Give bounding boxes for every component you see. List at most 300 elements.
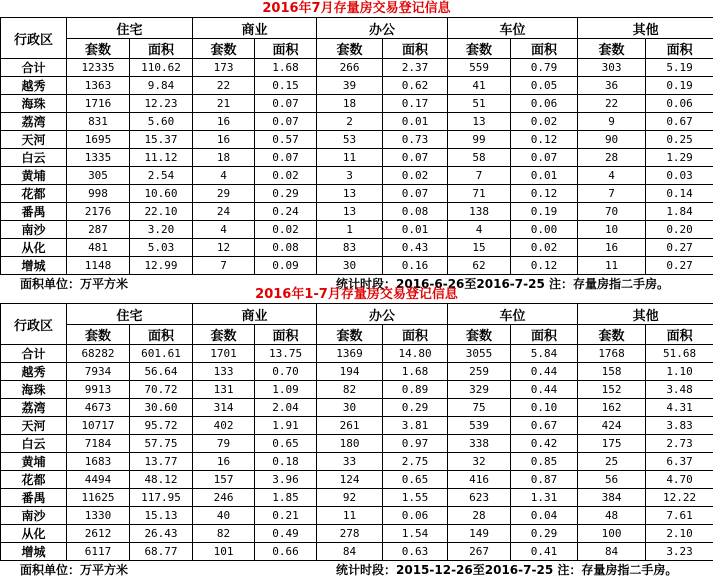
table-cell: 0.10 xyxy=(511,399,578,417)
table-cell: 1701 xyxy=(193,345,255,363)
area-header: 面积 xyxy=(255,325,317,345)
table-cell: 338 xyxy=(448,435,511,453)
table-cell: 0.07 xyxy=(255,149,317,167)
table-cell: 16 xyxy=(193,113,255,131)
table-cell: 117.95 xyxy=(130,489,193,507)
district-name: 花都 xyxy=(1,185,67,203)
table-cell: 30.60 xyxy=(130,399,193,417)
district-name: 南沙 xyxy=(1,221,67,239)
table-cell: 305 xyxy=(67,167,130,185)
table-cell: 3.20 xyxy=(130,221,193,239)
table-cell: 0.08 xyxy=(255,239,317,257)
table-cell: 9.84 xyxy=(130,77,193,95)
table-cell: 16 xyxy=(193,131,255,149)
table-row xyxy=(1,257,713,275)
table-cell: 100 xyxy=(578,525,646,543)
table-cell: 18 xyxy=(317,95,383,113)
table-cell: 303 xyxy=(578,59,646,77)
table-cell: 0.01 xyxy=(511,167,578,185)
table-cell: 0.27 xyxy=(646,239,713,257)
table-cell: 424 xyxy=(578,417,646,435)
table-cell: 4 xyxy=(578,167,646,185)
table-cell: 40 xyxy=(193,507,255,525)
district-name: 海珠 xyxy=(1,381,67,399)
district-name: 白云 xyxy=(1,435,67,453)
table-cell: 0.02 xyxy=(255,221,317,239)
area-header: 面积 xyxy=(511,39,578,59)
table-row xyxy=(1,239,713,257)
district-name: 从化 xyxy=(1,239,67,257)
table-cell: 7 xyxy=(193,257,255,275)
table-cell: 0.17 xyxy=(383,95,448,113)
table-cell: 481 xyxy=(67,239,130,257)
table-cell: 0.19 xyxy=(646,77,713,95)
table-cell: 68.77 xyxy=(130,543,193,561)
table-cell: 0.07 xyxy=(383,185,448,203)
table-cell: 0.87 xyxy=(511,471,578,489)
table-cell: 124 xyxy=(317,471,383,489)
table-row xyxy=(1,381,713,399)
table-cell: 1335 xyxy=(67,149,130,167)
table-cell: 33 xyxy=(317,453,383,471)
table-cell: 2.04 xyxy=(255,399,317,417)
table-cell: 0.00 xyxy=(511,221,578,239)
table-cell: 0.85 xyxy=(511,453,578,471)
table-cell: 0.43 xyxy=(383,239,448,257)
table-cell: 32 xyxy=(448,453,511,471)
table-cell: 82 xyxy=(317,381,383,399)
table-cell: 162 xyxy=(578,399,646,417)
table-cell: 1768 xyxy=(578,345,646,363)
table-row xyxy=(1,507,713,525)
table-cell: 0.20 xyxy=(646,221,713,239)
table-cell: 131 xyxy=(193,381,255,399)
table-cell: 0.79 xyxy=(511,59,578,77)
table-cell: 158 xyxy=(578,363,646,381)
table-cell: 0.63 xyxy=(383,543,448,561)
table-cell: 3.81 xyxy=(383,417,448,435)
table-cell: 6117 xyxy=(67,543,130,561)
table-cell: 0.62 xyxy=(383,77,448,95)
table-cell: 71 xyxy=(448,185,511,203)
district-name: 南沙 xyxy=(1,507,67,525)
area-unit-note: 面积单位：万平方米 xyxy=(20,275,128,293)
table-cell: 28 xyxy=(448,507,511,525)
table-cell: 2.75 xyxy=(383,453,448,471)
table-cell: 41 xyxy=(448,77,511,95)
table-cell: 4 xyxy=(193,221,255,239)
table-cell: 4.70 xyxy=(646,471,713,489)
statistics-period-note: 统计时段：2015-12-26至2016-7-25 注：存量房指二手房。 xyxy=(336,561,677,579)
table-cell: 0.44 xyxy=(511,363,578,381)
table-cell: 28 xyxy=(578,149,646,167)
count-header: 套数 xyxy=(193,39,255,59)
table-cell: 1.85 xyxy=(255,489,317,507)
table-cell: 13 xyxy=(317,185,383,203)
table-cell: 261 xyxy=(317,417,383,435)
table-cell: 259 xyxy=(448,363,511,381)
district-name: 海珠 xyxy=(1,95,67,113)
table-cell: 1.09 xyxy=(255,381,317,399)
table-cell: 1.29 xyxy=(646,149,713,167)
table-row xyxy=(1,113,713,131)
table-cell: 7 xyxy=(448,167,511,185)
table-cell: 1.31 xyxy=(511,489,578,507)
table-cell: 0.02 xyxy=(511,113,578,131)
table-row xyxy=(1,525,713,543)
table-cell: 0.07 xyxy=(383,149,448,167)
table-cell: 0.29 xyxy=(255,185,317,203)
table-cell: 314 xyxy=(193,399,255,417)
category-header: 车位 xyxy=(448,304,578,325)
count-header: 套数 xyxy=(578,325,646,345)
table-cell: 12.22 xyxy=(646,489,713,507)
district-name: 番禺 xyxy=(1,203,67,221)
count-header: 套数 xyxy=(317,39,383,59)
category-header: 办公 xyxy=(317,18,448,39)
table-cell: 9 xyxy=(578,113,646,131)
table-cell: 0.29 xyxy=(511,525,578,543)
table-cell: 173 xyxy=(193,59,255,77)
table-cell: 157 xyxy=(193,471,255,489)
table-cell: 1716 xyxy=(67,95,130,113)
table-cell: 82 xyxy=(193,525,255,543)
table-cell: 26.43 xyxy=(130,525,193,543)
table-cell: 1.55 xyxy=(383,489,448,507)
district-name: 越秀 xyxy=(1,363,67,381)
table-cell: 1683 xyxy=(67,453,130,471)
table-cell: 84 xyxy=(578,543,646,561)
table-cell: 416 xyxy=(448,471,511,489)
table-cell: 267 xyxy=(448,543,511,561)
table-cell: 1.68 xyxy=(383,363,448,381)
table-cell: 0.06 xyxy=(383,507,448,525)
table-cell: 75 xyxy=(448,399,511,417)
table-cell: 10 xyxy=(578,221,646,239)
table-cell: 175 xyxy=(578,435,646,453)
table-cell: 0.15 xyxy=(255,77,317,95)
table-cell: 0.12 xyxy=(511,185,578,203)
table-cell: 92 xyxy=(317,489,383,507)
table-cell: 1148 xyxy=(67,257,130,275)
table-cell: 11 xyxy=(317,149,383,167)
table-cell: 5.60 xyxy=(130,113,193,131)
count-header: 套数 xyxy=(67,325,130,345)
table-cell: 0.57 xyxy=(255,131,317,149)
table-cell: 58 xyxy=(448,149,511,167)
table-cell: 0.08 xyxy=(383,203,448,221)
table-cell: 70 xyxy=(578,203,646,221)
table-cell: 539 xyxy=(448,417,511,435)
table-cell: 246 xyxy=(193,489,255,507)
table-cell: 11.12 xyxy=(130,149,193,167)
category-header: 车位 xyxy=(448,18,578,39)
table-cell: 70.72 xyxy=(130,381,193,399)
table-row xyxy=(1,489,713,507)
table-cell: 0.09 xyxy=(255,257,317,275)
table-cell: 329 xyxy=(448,381,511,399)
table-cell: 1 xyxy=(317,221,383,239)
table-cell: 53 xyxy=(317,131,383,149)
district-name: 荔湾 xyxy=(1,113,67,131)
table-cell: 16 xyxy=(578,239,646,257)
table-cell: 12.99 xyxy=(130,257,193,275)
count-header: 套数 xyxy=(578,39,646,59)
table-cell: 0.65 xyxy=(383,471,448,489)
ytd-section xyxy=(0,286,713,579)
table-cell: 30 xyxy=(317,399,383,417)
table-cell: 10717 xyxy=(67,417,130,435)
table-cell: 14.80 xyxy=(383,345,448,363)
table-cell: 21 xyxy=(193,95,255,113)
table-cell: 3.96 xyxy=(255,471,317,489)
table-cell: 138 xyxy=(448,203,511,221)
table-cell: 0.89 xyxy=(383,381,448,399)
table-row xyxy=(1,345,713,363)
table-cell: 0.65 xyxy=(255,435,317,453)
table-cell: 623 xyxy=(448,489,511,507)
area-header: 面积 xyxy=(383,39,448,59)
area-header: 面积 xyxy=(130,325,193,345)
district-name: 增城 xyxy=(1,543,67,561)
category-header: 其他 xyxy=(578,304,713,325)
table-cell: 0.66 xyxy=(255,543,317,561)
district-name: 越秀 xyxy=(1,77,67,95)
table-cell: 5.84 xyxy=(511,345,578,363)
table-cell: 2176 xyxy=(67,203,130,221)
category-header: 住宅 xyxy=(67,18,193,39)
table-row xyxy=(1,363,713,381)
table-cell: 1695 xyxy=(67,131,130,149)
table-row xyxy=(1,221,713,239)
table-cell: 4494 xyxy=(67,471,130,489)
table-cell: 4 xyxy=(193,167,255,185)
table-cell: 2 xyxy=(317,113,383,131)
table-cell: 56 xyxy=(578,471,646,489)
table-cell: 79 xyxy=(193,435,255,453)
area-header: 面积 xyxy=(511,325,578,345)
table-cell: 1.10 xyxy=(646,363,713,381)
table-row xyxy=(1,453,713,471)
table-row xyxy=(1,417,713,435)
table-cell: 0.44 xyxy=(511,381,578,399)
table-cell: 0.02 xyxy=(255,167,317,185)
district-name: 合计 xyxy=(1,59,67,77)
district-name: 天河 xyxy=(1,131,67,149)
table-cell: 13 xyxy=(448,113,511,131)
area-header: 面积 xyxy=(383,325,448,345)
table-cell: 3.83 xyxy=(646,417,713,435)
table-cell: 51 xyxy=(448,95,511,113)
count-header: 套数 xyxy=(193,325,255,345)
table-row xyxy=(1,77,713,95)
table-cell: 0.04 xyxy=(511,507,578,525)
table-cell: 601.61 xyxy=(130,345,193,363)
district-name: 增城 xyxy=(1,257,67,275)
table-cell: 0.19 xyxy=(511,203,578,221)
table-cell: 22.10 xyxy=(130,203,193,221)
table-cell: 25 xyxy=(578,453,646,471)
area-unit-note: 面积单位：万平方米 xyxy=(20,561,128,579)
district-name: 番禺 xyxy=(1,489,67,507)
table-cell: 0.67 xyxy=(511,417,578,435)
district-name: 黄埔 xyxy=(1,167,67,185)
table-row xyxy=(1,95,713,113)
area-header: 面积 xyxy=(130,39,193,59)
table-cell: 30 xyxy=(317,257,383,275)
table-cell: 0.06 xyxy=(511,95,578,113)
table-cell: 7184 xyxy=(67,435,130,453)
table-cell: 3055 xyxy=(448,345,511,363)
table-cell: 0.21 xyxy=(255,507,317,525)
table-cell: 402 xyxy=(193,417,255,435)
table-row xyxy=(1,543,713,561)
table-cell: 0.42 xyxy=(511,435,578,453)
table-cell: 1369 xyxy=(317,345,383,363)
table-cell: 62 xyxy=(448,257,511,275)
district-name: 花都 xyxy=(1,471,67,489)
table-cell: 1363 xyxy=(67,77,130,95)
district-name: 荔湾 xyxy=(1,399,67,417)
table-cell: 1330 xyxy=(67,507,130,525)
table-cell: 180 xyxy=(317,435,383,453)
district-name: 从化 xyxy=(1,525,67,543)
table-row xyxy=(1,149,713,167)
table-cell: 22 xyxy=(578,95,646,113)
table-cell: 0.07 xyxy=(255,95,317,113)
table-cell: 11 xyxy=(317,507,383,525)
table-cell: 48.12 xyxy=(130,471,193,489)
table-cell: 1.68 xyxy=(255,59,317,77)
table-cell: 559 xyxy=(448,59,511,77)
table-row xyxy=(1,131,713,149)
table-cell: 9913 xyxy=(67,381,130,399)
table-row xyxy=(1,435,713,453)
table-cell: 0.27 xyxy=(646,257,713,275)
area-header: 面积 xyxy=(646,39,713,59)
table-cell: 6.37 xyxy=(646,453,713,471)
table-cell: 133 xyxy=(193,363,255,381)
table-cell: 0.73 xyxy=(383,131,448,149)
table-cell: 1.54 xyxy=(383,525,448,543)
table-cell: 7.61 xyxy=(646,507,713,525)
table-cell: 0.01 xyxy=(383,113,448,131)
table-cell: 0.16 xyxy=(383,257,448,275)
table-cell: 0.02 xyxy=(383,167,448,185)
table-cell: 1.84 xyxy=(646,203,713,221)
district-header: 行政区 xyxy=(1,18,67,59)
table-cell: 22 xyxy=(193,77,255,95)
table-cell: 0.18 xyxy=(255,453,317,471)
table-cell: 2.73 xyxy=(646,435,713,453)
table-cell: 12 xyxy=(193,239,255,257)
table-cell: 0.12 xyxy=(511,131,578,149)
table-row xyxy=(1,399,713,417)
table-cell: 29 xyxy=(193,185,255,203)
table-cell: 13 xyxy=(317,203,383,221)
category-header: 商业 xyxy=(193,18,317,39)
table-cell: 24 xyxy=(193,203,255,221)
district-name: 合计 xyxy=(1,345,67,363)
count-header: 套数 xyxy=(448,325,511,345)
area-header: 面积 xyxy=(255,39,317,59)
table-cell: 15.13 xyxy=(130,507,193,525)
table-cell: 0.02 xyxy=(511,239,578,257)
table-cell: 3.48 xyxy=(646,381,713,399)
table-cell: 10.60 xyxy=(130,185,193,203)
table-cell: 266 xyxy=(317,59,383,77)
table-cell: 278 xyxy=(317,525,383,543)
table-cell: 0.67 xyxy=(646,113,713,131)
district-name: 白云 xyxy=(1,149,67,167)
table-cell: 0.01 xyxy=(383,221,448,239)
table-cell: 68282 xyxy=(67,345,130,363)
table-cell: 4.31 xyxy=(646,399,713,417)
table-cell: 4673 xyxy=(67,399,130,417)
statistics-period-note: 统计时段：2016-6-26至2016-7-25 注：存量房指二手房。 xyxy=(336,275,669,293)
count-header: 套数 xyxy=(67,39,130,59)
table-cell: 2.10 xyxy=(646,525,713,543)
table-cell: 39 xyxy=(317,77,383,95)
table-cell: 83 xyxy=(317,239,383,257)
table-cell: 0.06 xyxy=(646,95,713,113)
table-cell: 3 xyxy=(317,167,383,185)
table-cell: 152 xyxy=(578,381,646,399)
table-cell: 56.64 xyxy=(130,363,193,381)
table-cell: 0.07 xyxy=(255,113,317,131)
district-name: 黄埔 xyxy=(1,453,67,471)
table-cell: 15 xyxy=(448,239,511,257)
table-cell: 12335 xyxy=(67,59,130,77)
table-row xyxy=(1,59,713,77)
table-cell: 0.41 xyxy=(511,543,578,561)
transaction-table xyxy=(0,17,713,275)
table-cell: 99 xyxy=(448,131,511,149)
table-cell: 4 xyxy=(448,221,511,239)
table-cell: 0.24 xyxy=(255,203,317,221)
table-cell: 84 xyxy=(317,543,383,561)
table-cell: 90 xyxy=(578,131,646,149)
count-header: 套数 xyxy=(317,325,383,345)
table-title: 2016年1-7月存量房交易登记信息 xyxy=(0,286,713,303)
district-name: 天河 xyxy=(1,417,67,435)
table-cell: 95.72 xyxy=(130,417,193,435)
table-cell: 2612 xyxy=(67,525,130,543)
area-header: 面积 xyxy=(646,325,713,345)
table-cell: 57.75 xyxy=(130,435,193,453)
table-row xyxy=(1,203,713,221)
table-cell: 831 xyxy=(67,113,130,131)
table-cell: 16 xyxy=(193,453,255,471)
table-cell: 0.25 xyxy=(646,131,713,149)
table-title: 2016年7月存量房交易登记信息 xyxy=(0,0,713,17)
table-cell: 11625 xyxy=(67,489,130,507)
table-cell: 7 xyxy=(578,185,646,203)
table-cell: 0.70 xyxy=(255,363,317,381)
category-header: 其他 xyxy=(578,18,713,39)
table-cell: 287 xyxy=(67,221,130,239)
table-cell: 11 xyxy=(578,257,646,275)
table-cell: 7934 xyxy=(67,363,130,381)
district-header: 行政区 xyxy=(1,304,67,345)
table-cell: 0.97 xyxy=(383,435,448,453)
table-cell: 0.12 xyxy=(511,257,578,275)
count-header: 套数 xyxy=(448,39,511,59)
table-cell: 13.77 xyxy=(130,453,193,471)
table-cell: 110.62 xyxy=(130,59,193,77)
table-cell: 384 xyxy=(578,489,646,507)
table-cell: 101 xyxy=(193,543,255,561)
